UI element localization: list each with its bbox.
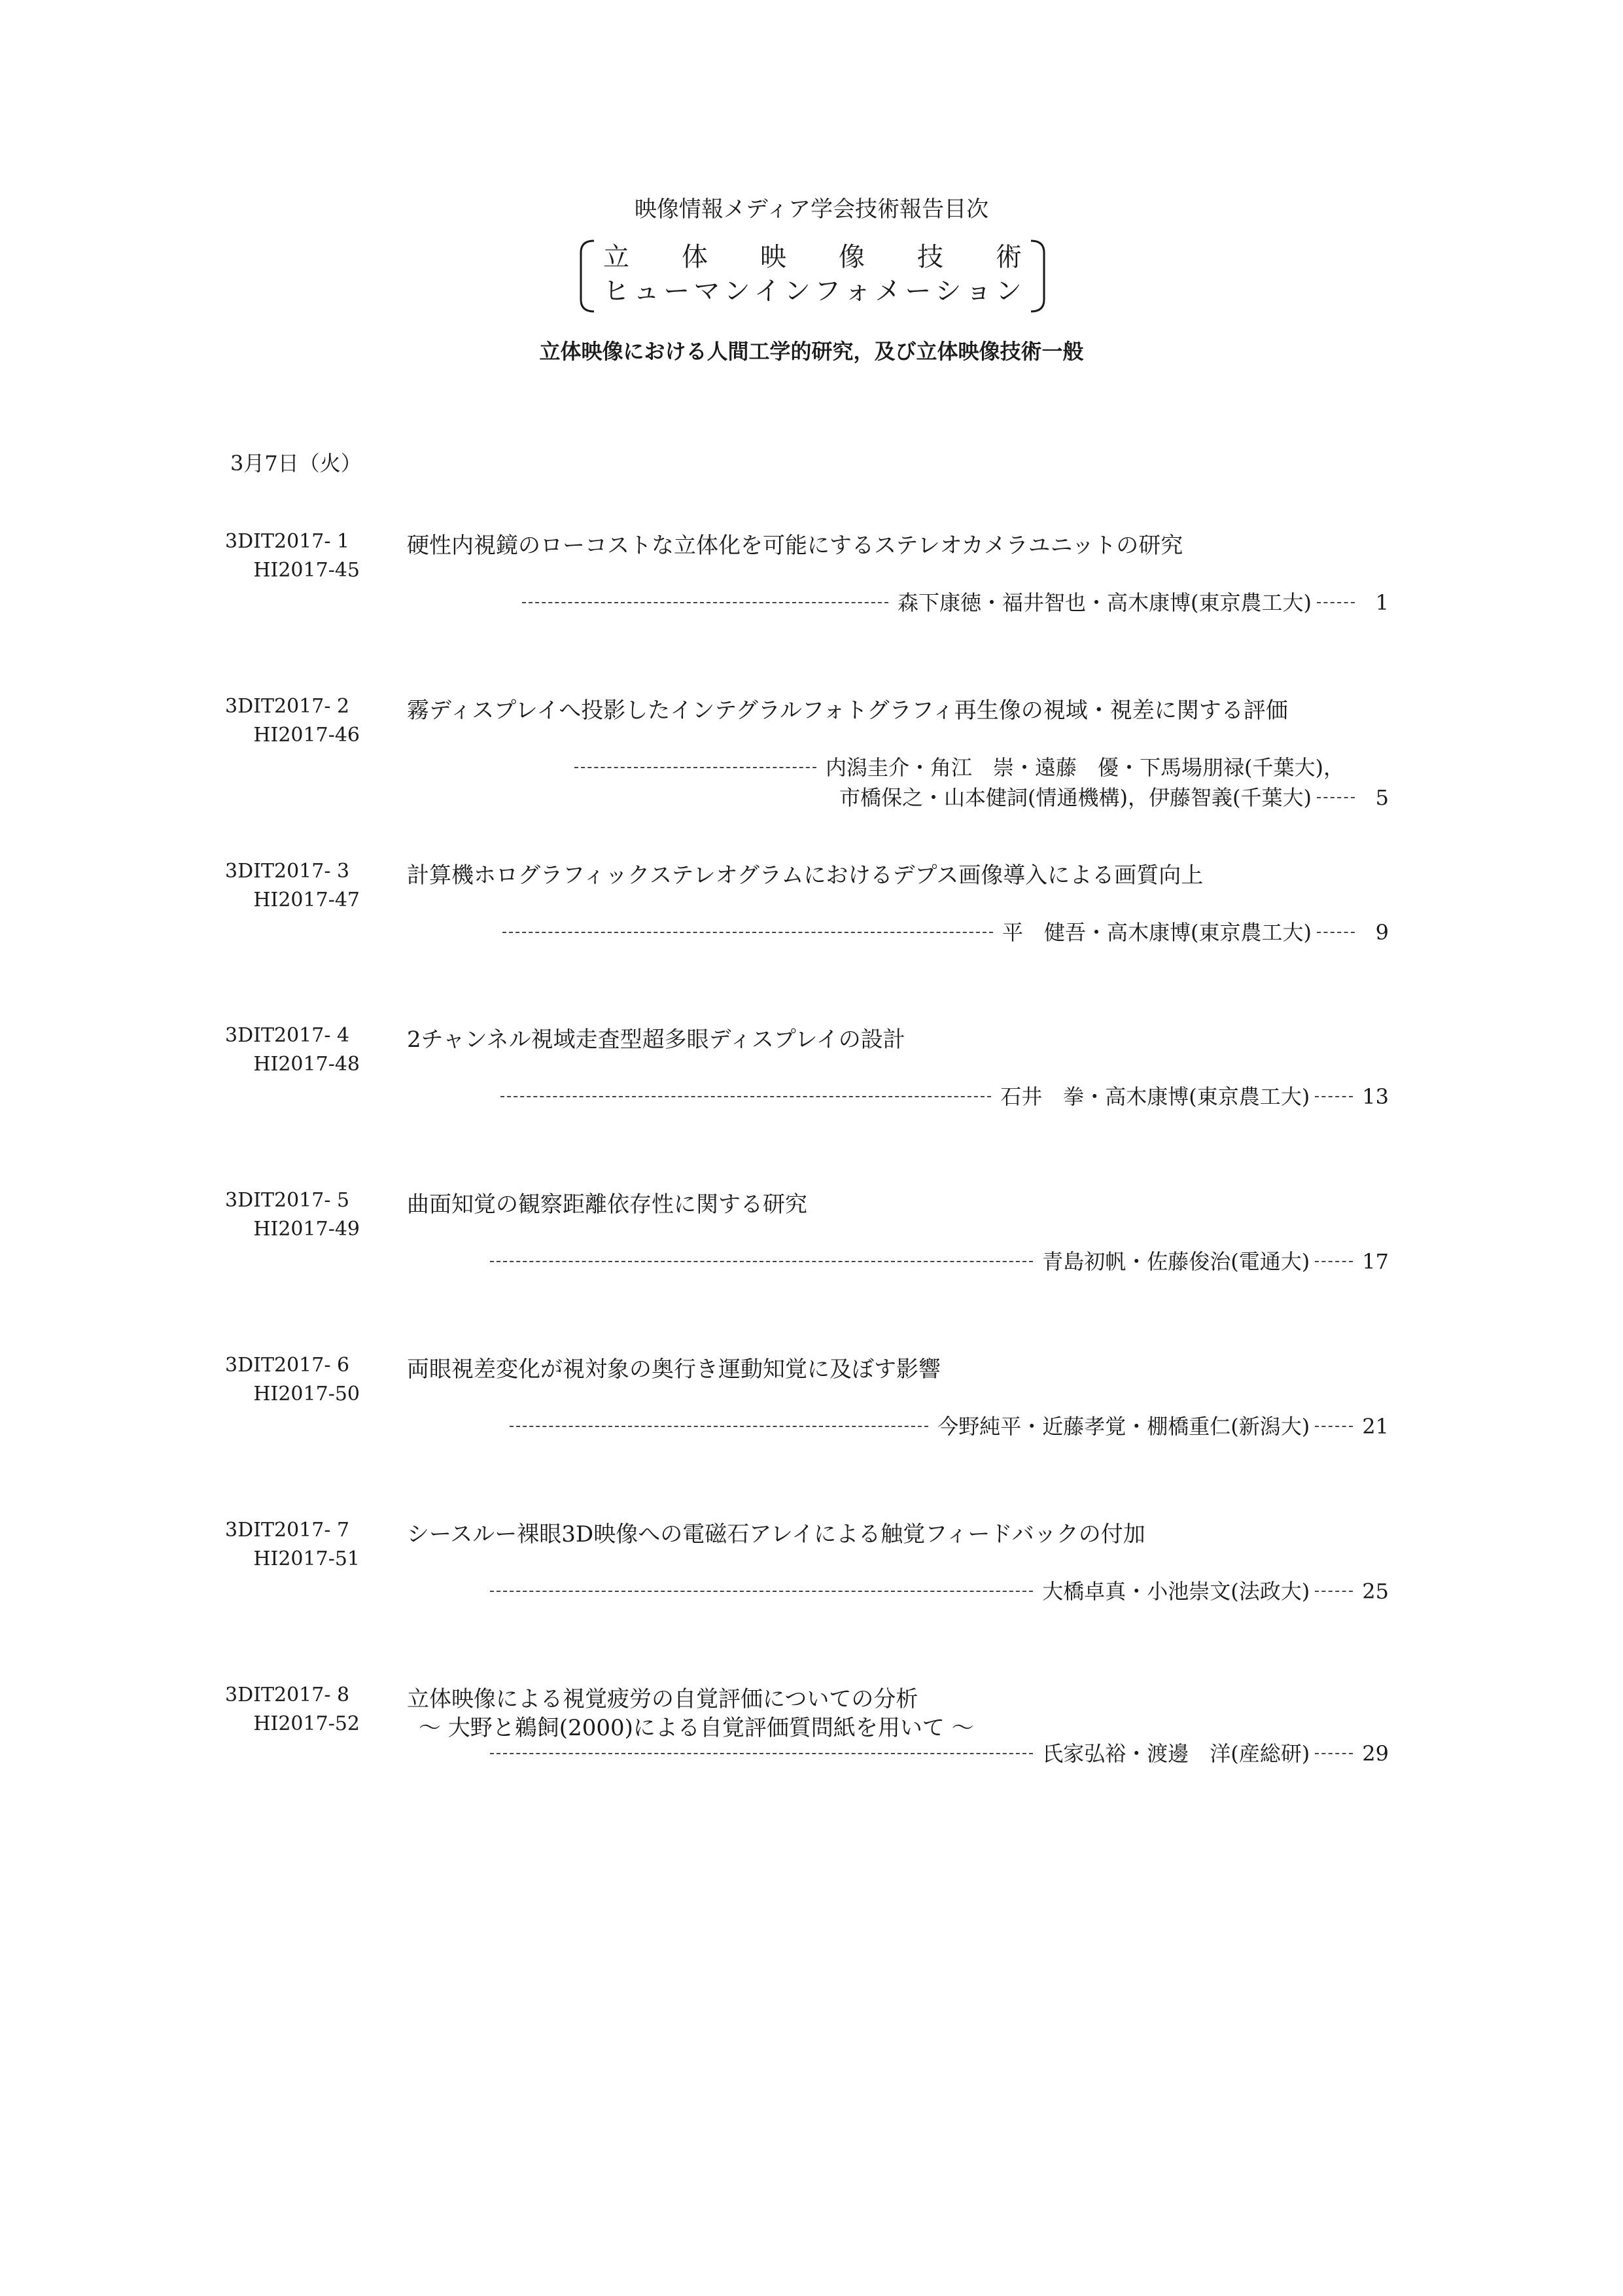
- paper-authors: 森下康徳・福井智也・高木康博(東京農工大): [898, 590, 1312, 615]
- leader-dots: [1315, 1261, 1353, 1262]
- leader-dots: [522, 602, 888, 603]
- group-char: シ: [935, 276, 962, 306]
- leader-dots: [490, 1753, 1033, 1754]
- group-char: 映: [760, 242, 786, 272]
- leader-dots: [1315, 1096, 1353, 1097]
- author-line: [510, 1410, 1389, 1440]
- paper-authors: 市橋保之・山本健詞(情通機構)，伊藤智義(千葉大): [839, 785, 1312, 810]
- group-char: 技: [917, 242, 943, 272]
- group-char: 立: [603, 242, 629, 272]
- group-char: 体: [682, 242, 708, 272]
- leader-dots: [490, 1261, 1033, 1262]
- paper-code-hi: HI2017-45: [253, 559, 360, 582]
- paper-subtitle: ～ 大野と鵜飼(2000)による自覚評価質問紙を用いて ～: [419, 1715, 974, 1741]
- page-number: 21: [1362, 1414, 1389, 1439]
- author-line: [522, 586, 1389, 616]
- author-line: [574, 751, 1344, 781]
- group-char: ン: [995, 276, 1022, 306]
- group-char: ン: [724, 276, 750, 306]
- page-number: 13: [1362, 1084, 1389, 1109]
- right-bracket-icon: [1030, 239, 1047, 313]
- session-date: 3月7日（火）: [230, 451, 362, 476]
- paper-code-3dit: 3DIT2017- 8: [225, 1684, 350, 1706]
- paper-authors: 石井 拳・高木康博(東京農工大): [1000, 1084, 1310, 1109]
- author-line: [502, 916, 1389, 946]
- leader-dots: [1317, 797, 1355, 798]
- page-number: 29: [1362, 1741, 1389, 1766]
- leader-dots: [500, 1096, 991, 1097]
- group-char: マ: [693, 276, 720, 306]
- leader-dots: [1315, 1426, 1353, 1427]
- leader-dots: [1315, 1591, 1353, 1592]
- paper-code-hi: HI2017-46: [253, 724, 360, 747]
- paper-authors: 青島初帆・佐藤俊治(電通大): [1042, 1249, 1310, 1274]
- paper-title: 立体映像による視覚疲労の自覚評価についての分析: [407, 1686, 918, 1712]
- paper-code-3dit: 3DIT2017- 3: [225, 860, 350, 883]
- group-name-hi: [603, 275, 1022, 308]
- group-char: ン: [784, 276, 811, 306]
- author-line: [490, 1737, 1389, 1767]
- meeting-theme: 立体映像における人間工学的研究，及び立体映像技術一般: [539, 339, 1084, 364]
- paper-authors: 氏家弘裕・渡邊 洋(産総研): [1042, 1741, 1310, 1766]
- author-line: [490, 1575, 1389, 1605]
- paper-code-hi: HI2017-50: [253, 1383, 360, 1405]
- group-char: ー: [905, 276, 932, 306]
- paper-code-3dit: 3DIT2017- 7: [225, 1519, 350, 1542]
- paper-title: 曲面知覚の観察距離依存性に関する研究: [407, 1192, 807, 1218]
- group-name-3dit: [603, 241, 1022, 274]
- group-char: ー: [663, 276, 690, 306]
- group-char: 像: [839, 242, 865, 272]
- paper-code-3dit: 3DIT2017- 5: [225, 1189, 350, 1212]
- paper-code-hi: HI2017-48: [253, 1053, 360, 1076]
- paper-code-3dit: 3DIT2017- 4: [225, 1024, 350, 1047]
- group-char: イ: [754, 276, 780, 306]
- paper-authors: 大橋卓真・小池崇文(法政大): [1042, 1579, 1310, 1604]
- page-number: 9: [1375, 920, 1389, 945]
- paper-authors: 内潟圭介・角江 崇・遠藤 優・下馬場朋禄(千葉大)，: [826, 755, 1344, 780]
- group-char: ュ: [633, 276, 660, 306]
- leader-dots: [1317, 932, 1355, 933]
- page-number: 1: [1375, 590, 1389, 615]
- paper-code-3dit: 3DIT2017- 1: [225, 530, 350, 553]
- left-bracket-icon: [578, 239, 595, 313]
- paper-title: シースルー裸眼3D映像への電磁石アレイによる触覚フィードバックの付加: [407, 1521, 1145, 1547]
- leader-dots: [502, 932, 993, 933]
- paper-title: 2チャンネル視域走査型超多眼ディスプレイの設計: [407, 1027, 905, 1053]
- leader-dots: [574, 767, 816, 768]
- leader-dots: [1317, 602, 1355, 603]
- paper-code-hi: HI2017-47: [253, 889, 360, 911]
- paper-code-3dit: 3DIT2017- 6: [225, 1354, 350, 1377]
- author-line: [839, 781, 1389, 811]
- page-number: 5: [1375, 785, 1389, 810]
- group-char: ォ: [845, 276, 871, 306]
- group-char: ヒ: [603, 276, 629, 306]
- paper-authors: 今野純平・近藤孝覚・棚橋重仁(新潟大): [937, 1414, 1310, 1439]
- paper-title: 両眼視差変化が視対象の奥行き運動知覚に及ぼす影響: [407, 1356, 941, 1383]
- leader-dots: [1315, 1753, 1353, 1754]
- paper-code-hi: HI2017-49: [253, 1218, 360, 1241]
- page-number: 17: [1362, 1249, 1389, 1274]
- group-char: ョ: [965, 276, 992, 306]
- page-number: 25: [1362, 1579, 1389, 1604]
- leader-dots: [490, 1591, 1033, 1592]
- group-char: 術: [996, 242, 1022, 272]
- group-char: フ: [814, 276, 841, 306]
- paper-code-3dit: 3DIT2017- 2: [225, 695, 350, 718]
- group-char: メ: [875, 276, 901, 306]
- paper-title: 計算機ホログラフィックステレオグラムにおけるデプス画像導入による画質向上: [407, 862, 1204, 889]
- technical-group-names: [578, 239, 1047, 313]
- paper-code-hi: HI2017-51: [253, 1547, 360, 1570]
- report-series-title: 映像情報メディア学会技術報告目次: [634, 196, 989, 222]
- paper-title: 霧ディスプレイへ投影したインテグラルフォトグラフィ再生像の視域・視差に関する評価: [407, 698, 1288, 724]
- leader-dots: [510, 1426, 928, 1427]
- author-line: [490, 1245, 1389, 1275]
- author-line: [500, 1080, 1389, 1110]
- paper-authors: 平 健吾・高木康博(東京農工大): [1002, 920, 1312, 945]
- paper-code-hi: HI2017-52: [253, 1712, 360, 1735]
- paper-title: 硬性内視鏡のローコストな立体化を可能にするステレオカメラユニットの研究: [407, 533, 1183, 559]
